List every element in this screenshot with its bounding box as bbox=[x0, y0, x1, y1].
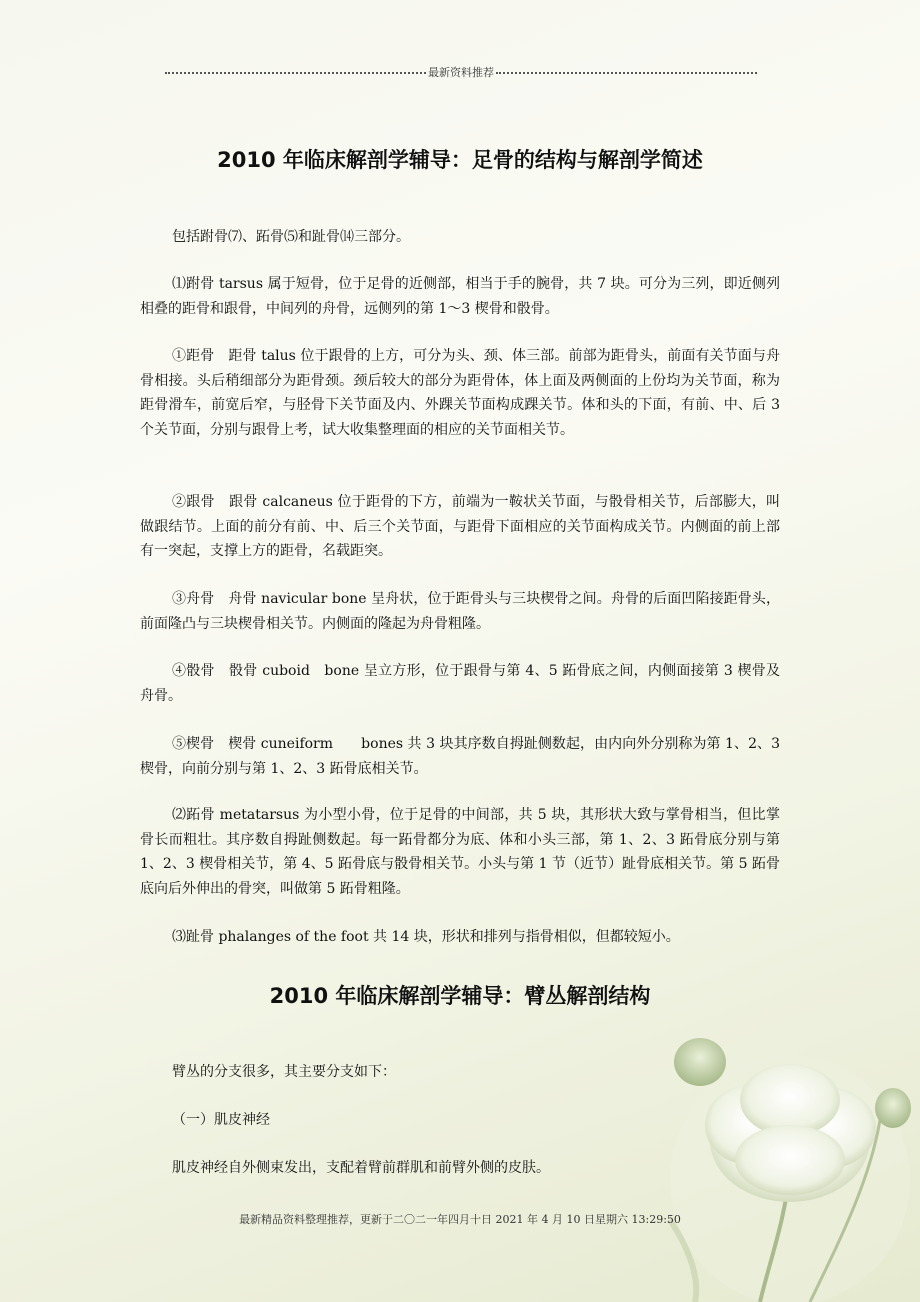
section1-intro: 包括跗骨⑺、跖骨⑸和趾骨⒁三部分。 bbox=[172, 229, 410, 245]
header-dots-right bbox=[496, 72, 757, 74]
paragraph-cuboid: ④骰骨 骰骨 cuboid bone 呈立方形，位于跟骨与第 4、5 跖骨底之间，内侧面接第 3 楔骨及舟骨。 bbox=[140, 663, 780, 704]
paragraph-musculocutaneous: 肌皮神经自外侧束发出，支配着臂前群肌和前臂外侧的皮肤。 bbox=[172, 1160, 550, 1176]
page-header bbox=[165, 64, 757, 80]
section2-title: 2010 年临床解剖学辅导：臂丛解剖结构 bbox=[269, 984, 651, 1008]
paragraph-navicular: ③舟骨 舟骨 navicular bone 呈舟状，位于距骨头与三块楔骨之间。舟骨的后面凹陷接距骨头，前面隆凸与三块楔骨相关节。内侧面的隆起为舟骨粗隆。 bbox=[140, 591, 780, 632]
paragraph-metatarsus: ⑵跖骨 metatarsus 为小型小骨，位于足骨的中间部，共 5 块，其形状大致与掌骨相当，但比掌骨长而粗壮。其序数自拇趾侧数起。每一跖骨都分为底、体和小头三部，第 1、2、3 跖骨底分别与第 1、2、3 楔骨相关节，第 4、5 跖骨底与骰骨相关节。小头与第 1 节（近节）趾骨底相关节。第 5 跖骨底向后外伸出的骨突，叫做第 5 跖骨粗隆。 bbox=[140, 807, 780, 897]
paragraph-musculocutaneous-heading: （一）肌皮神经 bbox=[172, 1112, 270, 1128]
paragraph-phalanges: ⑶趾骨 phalanges of the foot 共 14 块，形状和排列与指骨相似，但都较短小。 bbox=[172, 929, 680, 945]
paragraph-calcaneus: ②跟骨 跟骨 calcaneus 位于距骨的下方，前端为一鞍状关节面，与骰骨相关节，后部膨大，叫做跟结节。上面的前分有前、中、后三个关节面，与距骨下面相应的关节面构成关节。内侧面的前上部有一突起，支撑上方的距骨，名载距突。 bbox=[140, 494, 780, 559]
section1-title: 2010 年临床解剖学辅导：足骨的结构与解剖学简述 bbox=[217, 148, 703, 172]
paragraph-tarsus: ⑴跗骨 tarsus 属于短骨，位于足骨的近侧部，相当于手的腕骨，共 7 块。可分为三列，即近侧列相叠的距骨和跟骨，中间列的舟骨，远侧列的第 1～3 楔骨和骰骨。 bbox=[140, 276, 780, 317]
paragraph-brachial-intro: 臂丛的分支很多，其主要分支如下： bbox=[172, 1064, 396, 1080]
header-text: 最新资料推荐 bbox=[428, 66, 494, 79]
page-footer: 最新精品资料整理推荐，更新于二〇二一年四月十日 2021 年 4 月 10 日星期六 13:29:50 bbox=[239, 1213, 681, 1226]
paragraph-talus: ①距骨 距骨 talus 位于跟骨的上方，可分为头、颈、体三部。前部为距骨头，前面有关节面与舟骨相接。头后稍细部分为距骨颈。颈后较大的部分为距骨体，体上面及两侧面的上份均为关节面，称为距骨滑车，前宽后窄，与胫骨下关节面及内、外踝关节面构成踝关节。体和头的下面，有前、中、后 3 个关节面，分别与跟骨上考，试大收集整理面的相应的关节面相关节。 bbox=[140, 348, 780, 438]
paragraph-cuneiform: ⑤楔骨 楔骨 cuneiform bones 共 3 块其序数自拇趾侧数起，由内向外分别称为第 1、2、3 楔骨，向前分别与第 1、2、3 跖骨底相关节。 bbox=[140, 736, 780, 777]
flower-decoration bbox=[640, 1020, 920, 1302]
header-dots-left bbox=[165, 72, 426, 74]
